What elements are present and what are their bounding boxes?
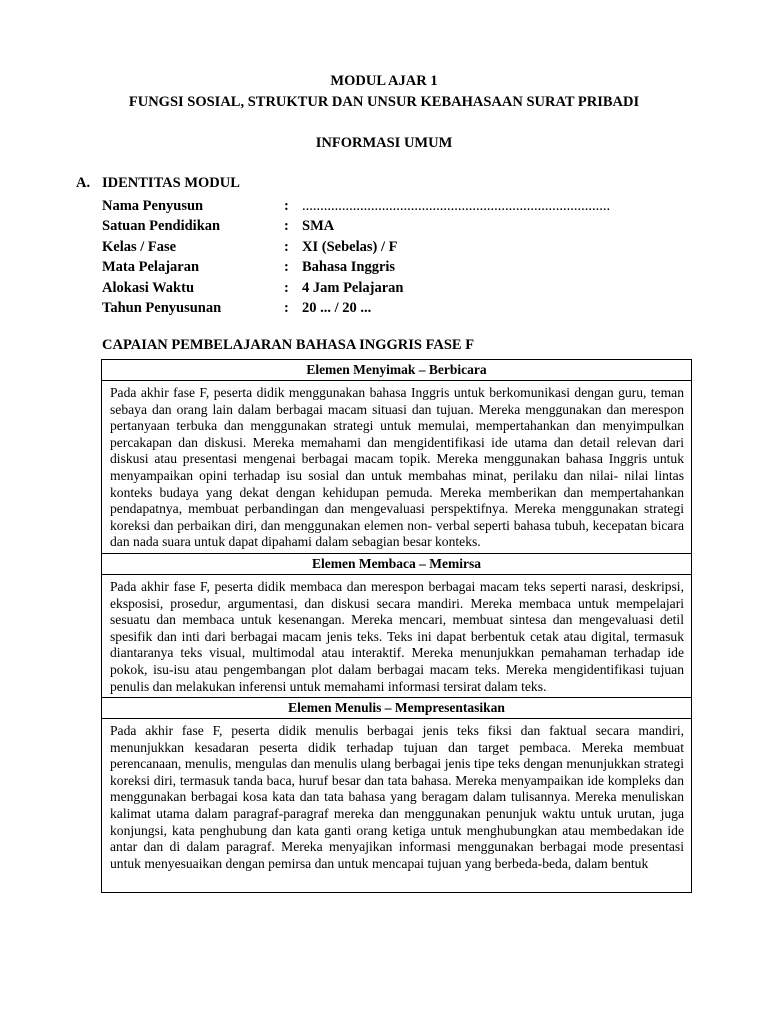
identity-value: 4 Jam Pelajaran [302,279,404,296]
identity-label: Tahun Penyusunan [102,299,222,316]
identity-row-satuan-pendidikan [102,216,610,236]
element-text-menyimak: Pada akhir fase F, peserta didik menggunakan bahasa Inggris untuk berkomunikasi dengan guru, teman sebaya dan orang lain dalam berbagai macam situasi dan tujuan. Mereka menggunakan dan merespon pertanyaan terbuka dan menggunakan strategi untuk memulai, mempertahankan dan menyimpulkan percakapan dan diskusi. Mereka memahami dan mengidentifikasi ide utama dan detail relevan dari diskusi atau presentasi mengenai berbagai macam topik. Mereka menggunakan bahasa Inggris untuk menyampaikan opini terhadap isu sosial dan untuk membahas minat, perilaku dan nilai- nilai lintas konteks budaya yang dekat dengan kehidupan pemuda. Mereka memberikan dan mempertahankan pendapatnya, membuat perbandingan dan mengevaluasi perspektifnya. Mereka menggunakan strategi koreksi dan perbaikan diri, dan menggunakan elemen non- verbal seperti bahasa tubuh, kecepatan bicara dan nada suara untuk dapat dipahami dalam sebagian besar konteks. [102,381,692,554]
identity-value: 20 ... / 20 ... [302,299,372,316]
element-text-menulis: Pada akhir fase F, peserta didik menulis berbagai jenis teks fiksi dan faktual secara mandiri, menunjukkan kesadaran peserta didik terhadap tujuan dan target pembaca. Mereka membuat perencanaan, menulis, mengulas dan menulis ulang berbagai jenis tipe teks dengan menunjukkan strategi koreksi diri, termasuk tanda baca, huruf besar dan tata bahasa. Mereka menyampaikan ide kompleks dan menggunakan berbagai kosa kata dan tata bahasa yang beragam dalam tulisannya. Mereka menuliskan kalimat utama dalam paragraf-paragraf mereka dan menggunakan penunjuk waktu untuk urutan, juga konjungsi, kata penghubung dan kata ganti orang ketiga untuk menghubungkan atau membedakan ide antar dan di dalam paragraf. Mereka menyajikan informasi menggunakan berbagai mode presentasi untuk menyesuaikan dengan pemirsa dan untuk mencapai tujuan yang berbeda-beda, dalam bentuk [110,723,684,871]
element-heading-membaca: Elemen Membaca – Memirsa [102,553,692,574]
identity-label: Satuan Pendidikan [102,218,221,235]
section-letter: A. [76,175,91,191]
identity-colon: : [284,238,289,255]
capaian-heading: CAPAIAN PEMBELAJARAN BAHASA INGGRIS FASE F [102,337,475,353]
identity-colon: : [284,299,289,316]
table-row [102,698,692,719]
capaian-table [101,359,692,893]
identity-row-kelas-fase [102,237,610,257]
table-row [102,553,692,574]
table-row [102,719,692,893]
identity-colon: : [284,259,289,276]
element-text-menulis-cell [102,719,692,893]
module-subtitle: FUNGSI SOSIAL, STRUKTUR DAN UNSUR KEBAHASAAN SURAT PRIBADI [128,94,640,110]
identity-colon: : [284,218,289,235]
identity-value: XI (Sebelas) / F [302,238,398,255]
identity-row-mata-pelajaran [102,257,610,277]
identity-label: Kelas / Fase [102,238,177,255]
element-heading-menyimak: Elemen Menyimak – Berbicara [102,360,692,381]
identity-value: ..................................................................................... [302,198,611,214]
identity-value: Bahasa Inggris [302,259,396,276]
section-title-identitas: IDENTITAS MODUL [102,175,240,191]
identity-colon: : [284,279,289,296]
table-row [102,381,692,554]
table-row [102,574,692,697]
identity-label: Mata Pelajaran [102,259,200,276]
identity-table [102,196,610,318]
identity-label: Nama Penyusun [102,198,204,214]
identity-colon: : [284,198,289,214]
element-text-membaca: Pada akhir fase F, peserta didik membaca dan merespon berbagai macam teks seperti narasi, deskripsi, eksposisi, prosedur, argumentasi, dan diskusi secara mandiri. Mereka membaca untuk mempelajari sesuatu dan membaca untuk kesenangan. Mereka mencari, membuat sintesa dan mengevaluasi detil spesifik dan inti dari berbagai macam jenis teks. Teks ini dapat berbentuk cetak atau digital, termasuk diantaranya teks visual, multimodal atau interaktif. Mereka menunjukkan pemahaman terhadap ide pokok, isu-isu atau pengembangan plot dalam berbagai macam teks. Mereka mengidentifikasi tujuan penulis dan melakukan inferensi untuk memahami informasi tersirat dalam teks. [102,574,692,697]
identity-row-nama-penyusun [102,196,610,216]
identity-row-tahun-penyusunan [102,298,610,318]
element-heading-menulis: Elemen Menulis – Mempresentasikan [102,698,692,719]
identity-row-alokasi-waktu [102,278,610,298]
module-title: MODUL AJAR 1 [330,73,438,89]
identity-value: SMA [302,218,335,235]
general-info-heading: INFORMASI UMUM [315,135,453,151]
table-row [102,360,692,381]
identity-label: Alokasi Waktu [102,279,195,296]
